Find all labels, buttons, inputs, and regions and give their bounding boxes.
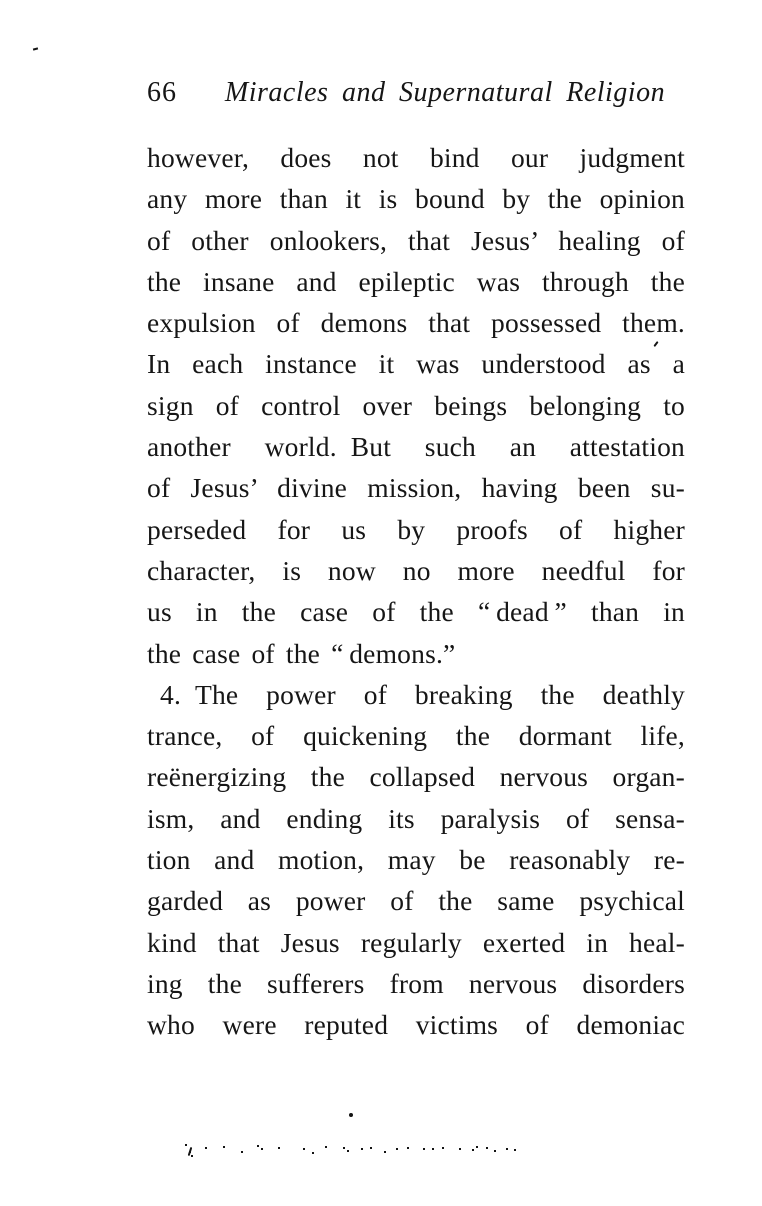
text-line: ing the sufferers from nervous disorders (147, 967, 685, 999)
text-line: the insane and epileptic was through the (147, 265, 685, 297)
text-line: of Jesus’ divine mission, having been su- (147, 472, 685, 504)
text-line: another world. But such an attestation (147, 431, 685, 463)
text-line: any more than it is bound by the opinion (147, 183, 685, 215)
text-line: kind that Jesus regularly exerted in heal- (147, 926, 685, 958)
text-line: trance, of quickening the dormant life, (147, 720, 685, 752)
text-line-paragraph-start: 4. The power of breaking the deathly (160, 678, 685, 710)
text-line: In each instance it was understood as a (147, 348, 685, 380)
text-line-paragraph-end: the case of the “ demons.” (147, 637, 456, 669)
text-line: us in the case of the “ dead ” than in (147, 596, 685, 628)
text-line: perseded for us by proofs of higher (147, 513, 685, 545)
page-number: 66 (147, 77, 177, 108)
text-line: character, is now no more needful for (147, 554, 685, 586)
text-line: reënergizing the collapsed nervous organ- (147, 761, 685, 793)
page-header (147, 76, 685, 110)
running-title: Miracles and Supernatural Religion (224, 77, 666, 108)
page-body (147, 137, 685, 1046)
text-line: who were reputed victims of demoniac (147, 1009, 685, 1041)
text-line: of other onlookers, that Jesus’ healing of (147, 224, 685, 256)
text-line: however, does not bind our judgment (147, 142, 685, 173)
text-line: sign of control over beings belonging to (147, 389, 685, 421)
text-line: expulsion of demons that possessed them. (147, 307, 685, 339)
scan-speck (349, 1113, 353, 1117)
scan-speck (33, 47, 38, 50)
text-line: garded as power of the same psychical (147, 885, 685, 917)
text-line: ism, and ending its paralysis of sensa- (147, 802, 685, 834)
scan-noise-mark (188, 1147, 193, 1156)
text-line: tion and motion, may be reasonably re- (147, 844, 685, 876)
scan-noise-band (185, 1144, 187, 1146)
